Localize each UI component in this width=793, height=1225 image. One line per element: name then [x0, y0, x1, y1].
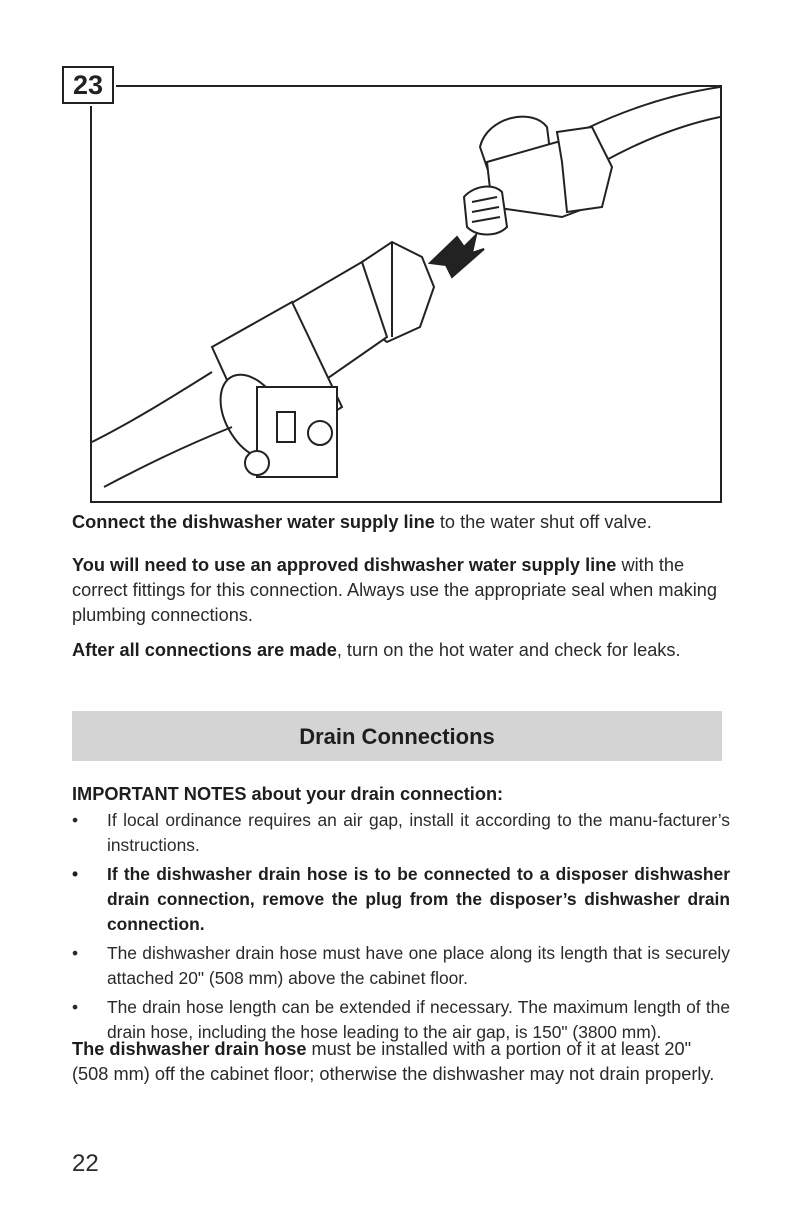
notes-heading: IMPORTANT NOTES about your drain connection:	[72, 784, 504, 804]
connection-arrow	[430, 235, 484, 277]
bullet: •	[72, 997, 79, 1017]
page-number: 22	[72, 1150, 99, 1177]
paragraph-approved-supply-line: You will need to use an approved dishwasher water supply line with the correct fittings for this connection. Always use the appropriate seal when making plumbing connections.	[72, 555, 717, 625]
bullet: •	[72, 943, 79, 963]
list-item: • The dishwasher drain hose must have one place along its length that is securely attached 20" (508 mm) above the cabinet floor.	[72, 943, 730, 988]
section-banner	[72, 711, 722, 761]
list-item: • The drain hose length can be extended if necessary. The maximum length of the drain hose, including the hose leading to the air gap, is 150" (3800 mm).	[72, 997, 730, 1042]
water-supply-connection-illustration	[92, 87, 720, 501]
paragraph-check-leaks: After all connections are made, turn on the hot water and check for leaks.	[72, 640, 681, 660]
bullet: •	[72, 864, 79, 884]
figure-number: 23	[62, 66, 114, 104]
section-title: Drain Connections	[299, 724, 495, 749]
paragraph-connect-supply: Connect the dishwasher water supply line to the water shut off valve.	[72, 512, 652, 532]
supply-hose-lower-edge	[104, 427, 232, 487]
supply-line-fitting	[207, 262, 387, 477]
supply-hose	[92, 372, 212, 442]
list-item: • If the dishwasher drain hose is to be connected to a disposer dishwasher drain connection, remove the plug from the disposer’s dishwasher drain connection.	[72, 864, 730, 934]
bullet: •	[72, 810, 79, 830]
paragraph-drain-hose-height: The dishwasher drain hose must be installed with a portion of it at least 20" (508 mm) off the cabinet floor; otherwise the dishwasher may not drain properly.	[72, 1039, 715, 1084]
notes-list	[72, 808, 730, 1049]
shutoff-valve	[464, 117, 612, 235]
list-item: • If local ordinance requires an air gap, install it according to the manu-facturer’s instructions.	[72, 810, 730, 855]
